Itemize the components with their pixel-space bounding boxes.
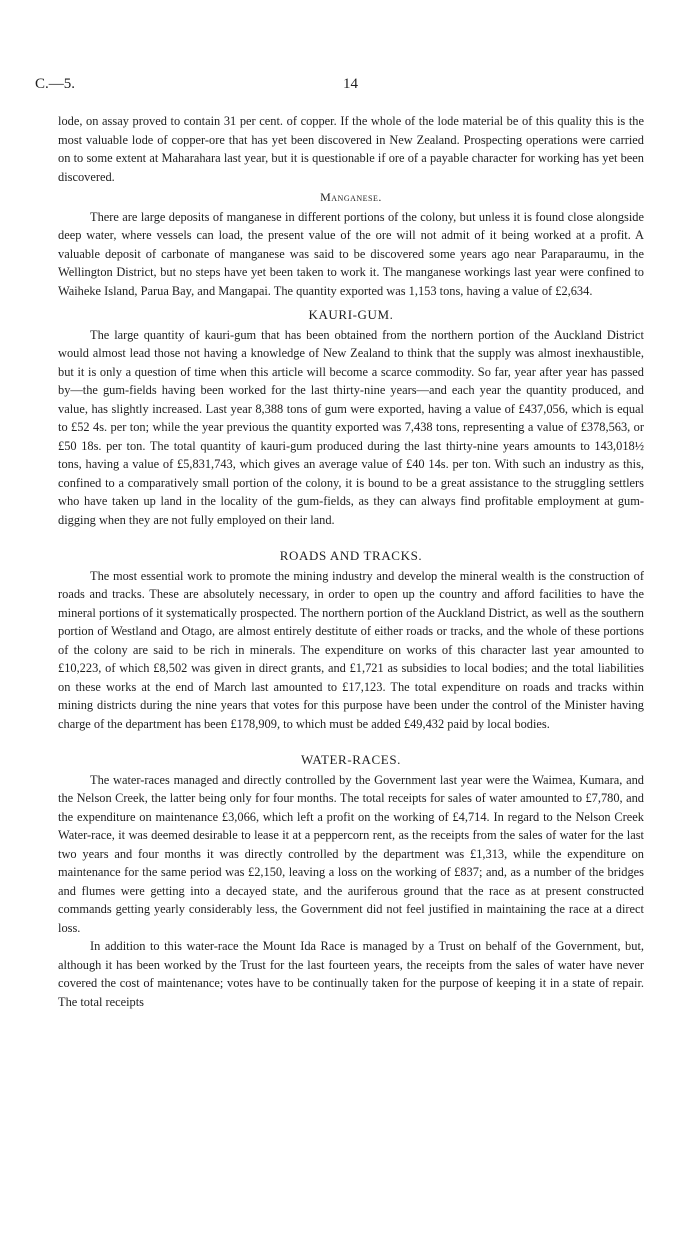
paragraph-water-races-2: In addition to this water-race the Mount Ida Race is managed by a Trust on behalf of the Government, but, although it has been worked by the Trust for the last fourteen years, the receipts from the sales of water have never covered the cost of maintenance; votes have to be continually taken for the purpose of keeping it in a state of repair. The total receipts <box>58 939 644 1009</box>
heading-kauri-gum: KAURI-GUM. <box>308 307 394 322</box>
paragraph-kauri-gum: The large quantity of kauri-gum that has been obtained from the northern portion of the Auckland District would almost lead those not having a knowledge of New Zealand to think that the supply was almost inexhaustible, but it is only a question of time when this article will become a scarce commodity. So far, year after year has passed by—the gum-fields having been worked for the last thirty-nine years—and each year the quantity produced, and value, has slightly increased. Last year 8,388 tons of gum were exported, having a value of £437,056, which is equal to £52 4s. per ton; while the year previous the quantity exported was 7,438 tons, representing a value of £378,563, or £50 18s. per ton. The total quantity of kauri-gum produced during the last thirty-nine years amounts to 143,018½ tons, having a value of £5,831,743, which gives an average value of £40 14s. per ton. With such an industry as this, confined to a comparatively small portion of the colony, it is bound to be a great assistance to the struggling settlers who have taken up land in the locality of the gum-fields, as they can always find profitable employment at gum-digging when they are not fully employed on their land. <box>58 327 644 527</box>
page-header <box>0 76 700 100</box>
document-reference: C.—5. <box>35 76 76 92</box>
paragraph-manganese: There are large deposits of manganese in different portions of the colony, but unless it is found close alongside deep water, where vessels can load, the present value of the ore will not admit of it being worked at a profit. A valuable deposit of carbonate of manganese was said to be discovered some years ago near Paraparaumu, in the Wellington District, but no steps have yet been taken to work it. The manganese workings last year were confined to Waiheke Island, Parua Bay, and Mangapai. The quantity exported was 1,153 tons, having a value of £2,634. <box>58 209 644 298</box>
page-number: 14 <box>343 76 358 92</box>
paragraph-copper-continued: lode, on assay proved to contain 31 per cent. of copper. If the whole of the lode material be of this quality this is the most valuable lode of copper-ore that has yet been discovered in New Zealand. Prospecting operations were carried on to some extent at Maharahara last year, but it is questionable if ore of a payable character for working has yet been discovered. <box>58 114 644 184</box>
heading-manganese: Manganese. <box>320 190 382 204</box>
heading-water-races: WATER-RACES. <box>300 752 401 767</box>
paragraph-roads-and-tracks: The most essential work to promote the mining industry and develop the mineral wealth is the construction of roads and tracks. These are absolutely necessary, in order to open up the country and afford facilities to have the mineral portions of it systematically prospected. The northern portion of the Auckland District, as well as the southern portion of Westland and Otago, are almost entirely destitute of either roads or tracks, and the whole of these portions of the colony are said to be rich in minerals. The expenditure on works of this character last year amounted to £10,223, of which £8,502 was given in direct grants, and £1,721 as subsidies to local bodies; and the total liabilities on these works at the end of March last amounted to £17,123. The total expenditure on roads and tracks within mining districts during the nine years that votes for this purpose have been under the control of the Minister having charge of the department has been £178,909, to which must be added £49,432 paid by local bodies. <box>58 568 644 731</box>
page-body <box>58 112 644 1011</box>
heading-roads-and-tracks: ROADS AND TRACKS. <box>279 548 423 563</box>
paragraph-water-races-1: The water-races managed and directly controlled by the Government last year were the Waimea, Kumara, and the Nelson Creek, the latter being only for four months. The total receipts for sales of water amounted to £7,780, and the expenditure on maintenance £3,066, which left a profit on the working of £4,714. In regard to the Nelson Creek Water-race, it was deemed desirable to lease it at a peppercorn rent, as the receipts from the sales of water for the last two years and four months it was directly controlled by the department was £1,313, while the expenditure on maintenance for the same period was £2,150, leaving a loss on the working of £837; and, as a number of the bridges and flumes were getting into a decayed state, and the auriferous ground that the race as at present constructed commands getting yearly considerably less, the Government did not feel justified in maintaining the race at a direct loss. <box>58 772 644 935</box>
